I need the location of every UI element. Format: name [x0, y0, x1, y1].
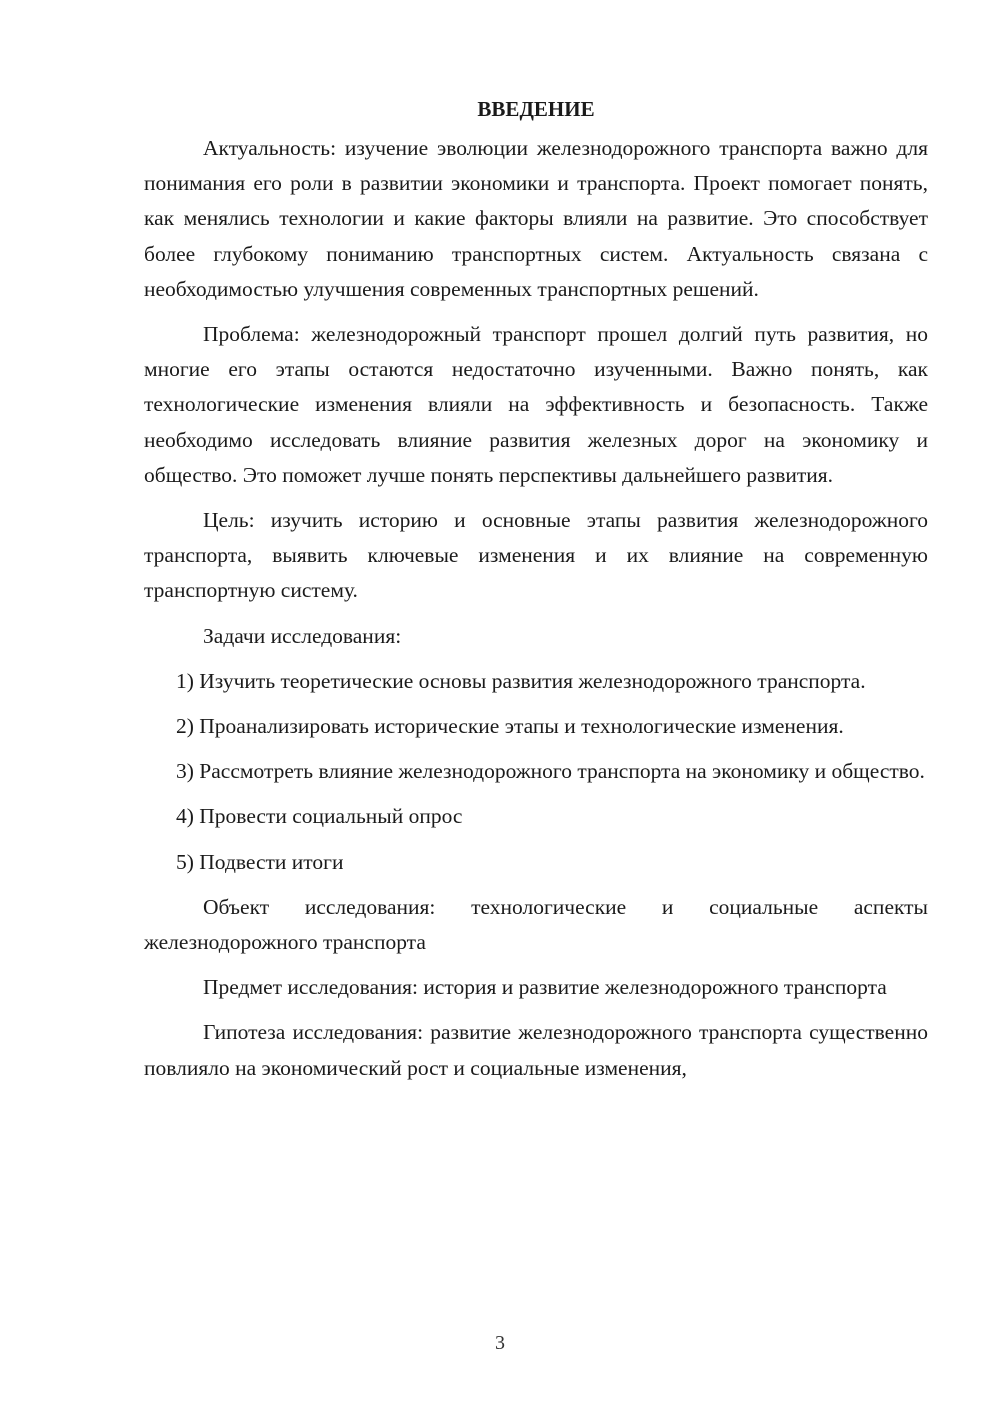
subject-paragraph: Предмет исследования: история и развитие железнодорожного транспорта [203, 975, 887, 1000]
document-page [144, 92, 928, 1096]
relevance-paragraph: Актуальность: изучение эволюции железнодорожного транспорта важно для понимания его роли в развитии экономики и транспорта. Проект помогает понять, как менялись технологии и какие факторы влияли на развитие. Это способствует более глубокому пониманию транспортных систем. Актуальность связана с необходимостью улучшения современных транспортных решений. [144, 136, 928, 301]
task-item-3: 3) Рассмотреть влияние железнодорожного транспорта на экономику и общество. [176, 759, 925, 784]
page-heading: ВВЕДЕНИЕ [477, 97, 595, 121]
task-item-1: 1) Изучить теоретические основы развития железнодорожного транспорта. [176, 668, 866, 693]
page-number: 3 [495, 1332, 505, 1354]
object-paragraph: Объект исследования: технологические и социальные аспекты железнодорожного транспорта [144, 894, 928, 955]
goal-paragraph: Цель: изучить историю и основные этапы развития железнодорожного транспорта, выявить ключевые изменения и их влияние на современную транспортную систему. [144, 508, 928, 603]
problem-paragraph: Проблема: железнодорожный транспорт прошел долгий путь развития, но многие его этапы остаются недостаточно изученными. Важно понять, как технологические изменения влияли на эффективность и безопасность. Также необходимо исследовать влияние развития железных дорог на экономику и общество. Это поможет лучше понять перспективы дальнейшего развития. [144, 322, 928, 487]
task-item-2: 2) Проанализировать исторические этапы и технологические изменения. [176, 714, 844, 739]
hypothesis-paragraph: Гипотеза исследования: развитие железнодорожного транспорта существенно повлияло на экономический рост и социальные изменения, [144, 1020, 928, 1080]
task-item-5: 5) Подвести итоги [176, 849, 344, 874]
tasks-title: Задачи исследования: [203, 623, 402, 648]
task-item-4: 4) Провести социальный опрос [176, 804, 463, 829]
